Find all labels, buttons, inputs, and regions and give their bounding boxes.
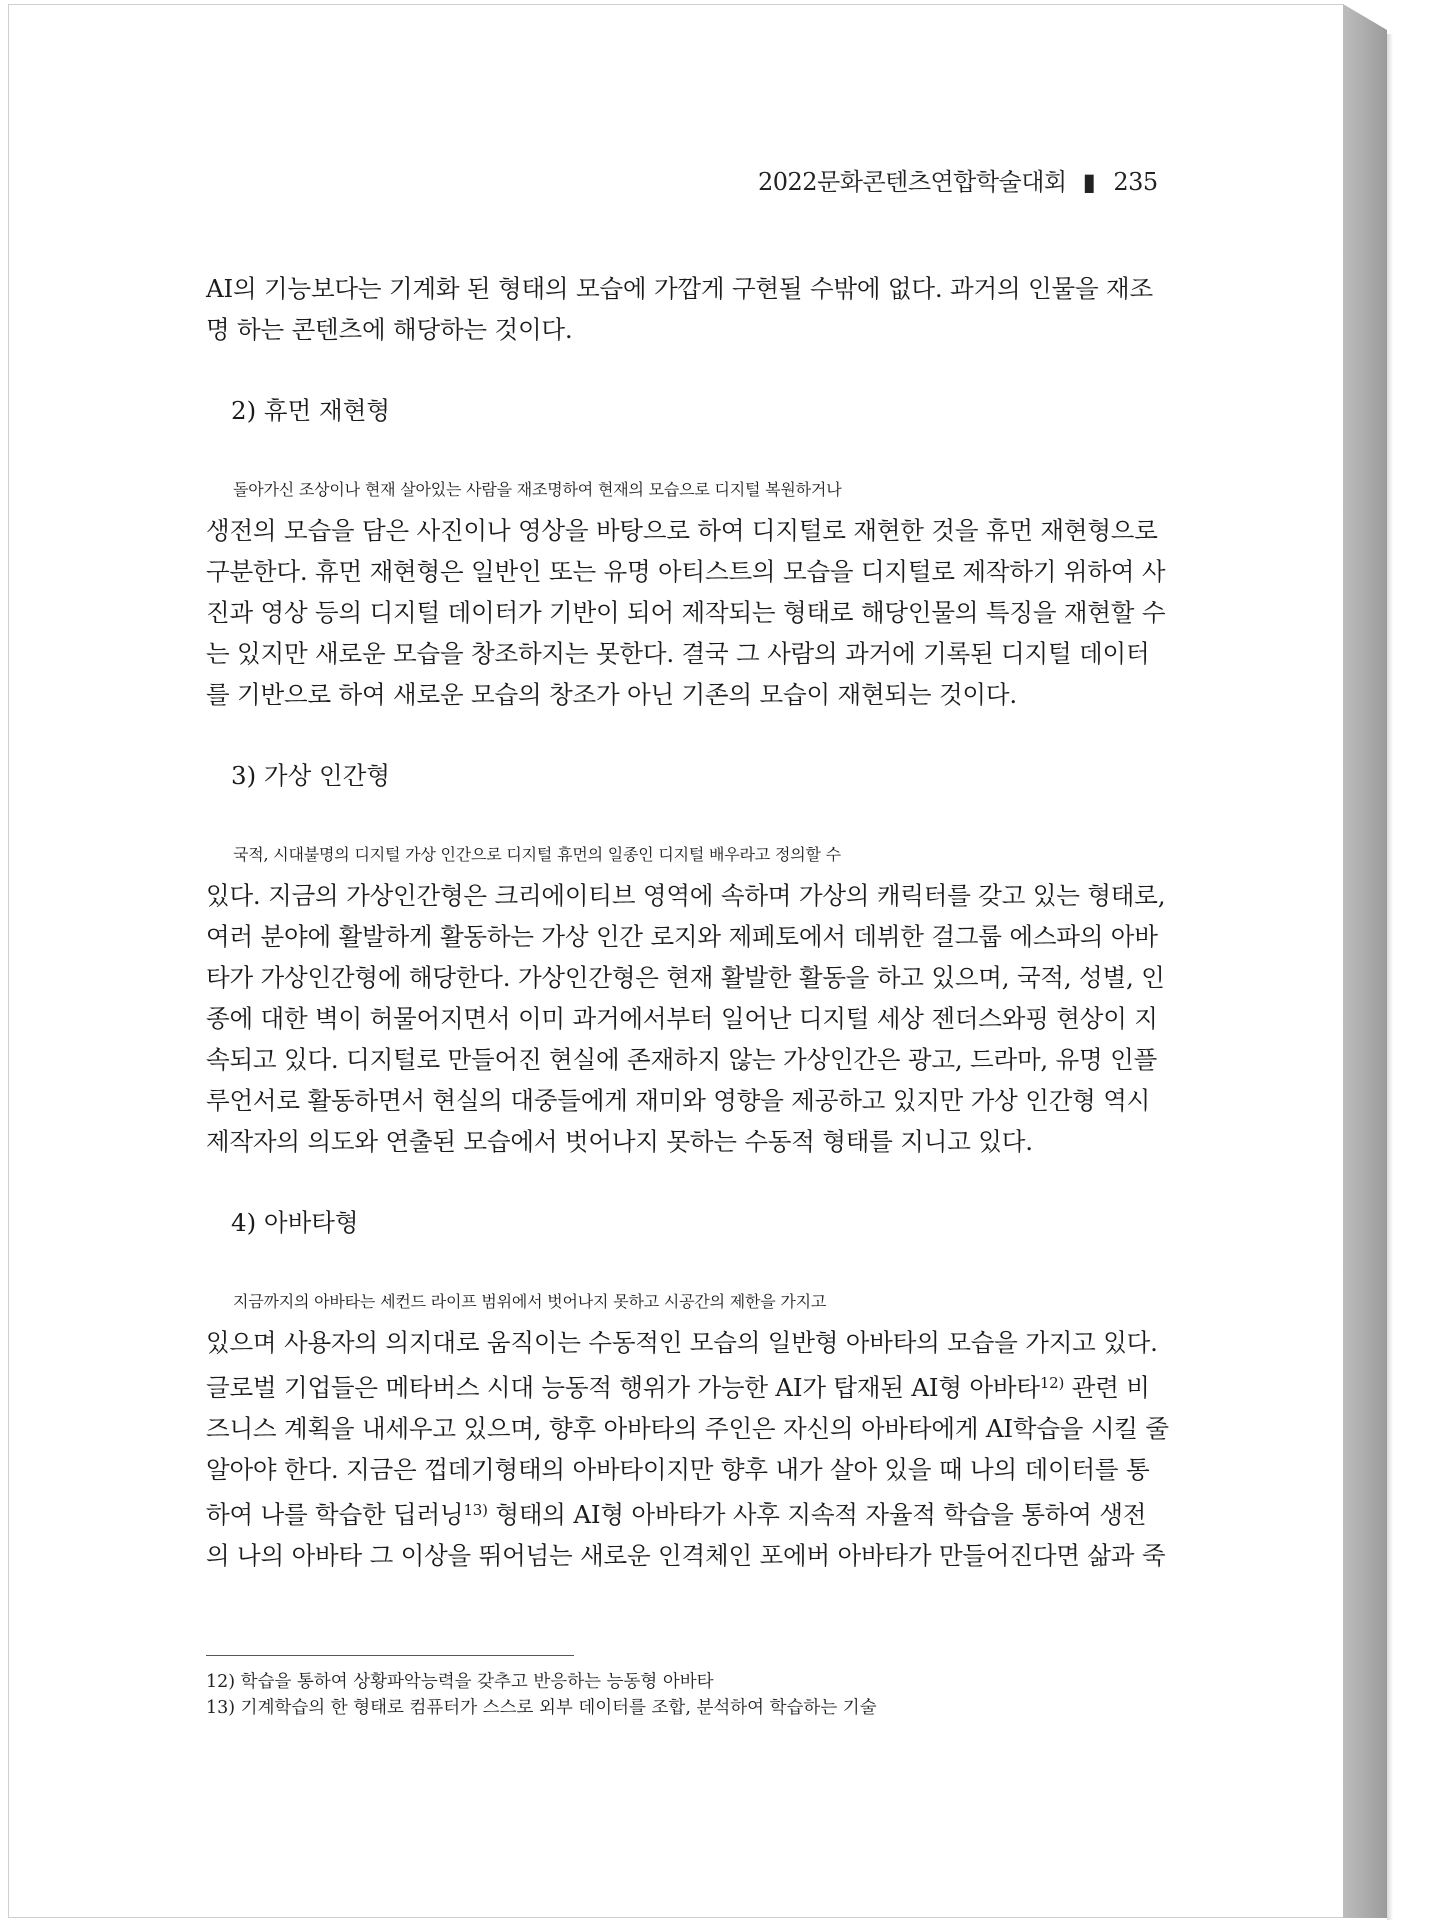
- text-line: 종에 대한 벽이 허물어지면서 이미 과거에서부터 일어난 디지털 세상 젠더스와핑 현상이 지: [206, 1004, 1158, 1033]
- intro-paragraph: [206, 268, 1172, 350]
- text-line: 여러 분야에 활발하게 활동하는 가상 인간 로지와 제페토에서 데뷔한 걸그룹 에스파의 아바: [206, 922, 1158, 951]
- text-line: AI의 기능보다는 기계화 된 형태의 모습에 가깝게 구현될 수밖에 없다. 과거의 인물을 재조: [206, 274, 1153, 303]
- section-heading-4: 4) 아바타형: [231, 1208, 359, 1237]
- text-line: 지금까지의 아바타는 세컨드 라이프 범위에서 벗어나지 못하고 시공간의 제한을 가지고: [233, 1292, 827, 1311]
- footnote-12: 12) 학습을 통하여 상황파악능력을 갖추고 반응하는 능동형 아바타: [206, 1672, 714, 1692]
- text-line: 국적, 시대불명의 디지털 가상 인간으로 디지털 휴먼의 일종인 디지털 배우라고 정의할 수: [233, 845, 841, 864]
- text-line: 타가 가상인간형에 해당한다. 가상인간형은 현재 활발한 활동을 하고 있으며, 국적, 성별, 인: [206, 963, 1165, 992]
- text-line: [206, 1490, 1172, 1535]
- text-line: 루언서로 활동하면서 현실의 대중들에게 재미와 영향을 제공하고 있지만 가상 인간형 역시: [206, 1086, 1151, 1115]
- text-line: [206, 1363, 1172, 1408]
- footnote-ref-13[interactable]: 13): [463, 1501, 488, 1519]
- text-line: 진과 영상 등의 디지털 데이터가 기반이 되어 제작되는 형태로 해당인물의 특징을 재현할 수: [206, 598, 1166, 627]
- page-number: 235: [1113, 168, 1158, 196]
- text-line: 는 있지만 새로운 모습을 창조하지는 못한다. 결국 그 사람의 과거에 기록된 디지털 데이터: [206, 639, 1150, 668]
- running-header: [758, 162, 1158, 197]
- text-line: 의 나의 아바타 그 이상을 뛰어넘는 새로운 인격체인 포에버 아바타가 만들어진다면 삶과 죽: [206, 1541, 1166, 1570]
- text-line: 있으며 사용자의 의지대로 움직이는 수동적인 모습의 일반형 아바타의 모습을 가지고 있다.: [206, 1328, 1158, 1357]
- page-stack-edge: [1343, 4, 1387, 1918]
- footnotes: [206, 1669, 877, 1721]
- text-line: 명 하는 콘텐츠에 해당하는 것이다.: [206, 315, 573, 344]
- text-line: 제작자의 의도와 연출된 모습에서 벗어나지 못하는 수동적 형태를 지니고 있다.: [206, 1127, 1033, 1156]
- text-fragment: 관련 비: [1064, 1373, 1150, 1402]
- header-title: 2022문화콘텐츠연합학술대회: [758, 168, 1067, 196]
- text-fragment: 하여 나를 학습한 딥러닝: [206, 1500, 464, 1529]
- text-line: 돌아가신 조상이나 현재 살아있는 사람을 재조명하여 현재의 모습으로 디지털 복원하거나: [233, 480, 842, 499]
- section-heading-2: 2) 휴먼 재현형: [231, 396, 391, 425]
- text-line: 속되고 있다. 디지털로 만들어진 현실에 존재하지 않는 가상인간은 광고, 드라마, 유명 인플: [206, 1045, 1158, 1074]
- footnote-13: 13) 기계학습의 한 형태로 컴퓨터가 스스로 외부 데이터를 조합, 분석하여 학습하는 기술: [206, 1698, 877, 1718]
- footnote-divider: [206, 1655, 574, 1656]
- text-line: 알아야 한다. 지금은 껍데기형태의 아바타이지만 향후 내가 살아 있을 때 나의 데이터를 통: [206, 1455, 1150, 1484]
- text-fragment: 형태의 AI형 아바타가 사후 지속적 자율적 학습을 통하여 생전: [487, 1500, 1147, 1529]
- text-line: 를 기반으로 하여 새로운 모습의 창조가 아닌 기존의 모습이 재현되는 것이다.: [206, 680, 1017, 709]
- text-fragment: 글로벌 기업들은 메타버스 시대 능동적 행위가 가능한 AI가 탑재된 AI형 아바타: [206, 1373, 1040, 1402]
- section-3-paragraph: [206, 834, 1172, 1162]
- footnote-ref-12[interactable]: 12): [1039, 1374, 1065, 1392]
- page-body: [206, 268, 1172, 1576]
- page-edge-shadow: [1387, 34, 1393, 1920]
- header-separator: ▮: [1082, 167, 1096, 196]
- text-line: 생전의 모습을 담은 사진이나 영상을 바탕으로 하여 디지털로 재현한 것을 휴먼 재현형으로: [206, 516, 1158, 545]
- text-line: 즈니스 계획을 내세우고 있으며, 향후 아바타의 주인은 자신의 아바타에게 AI학습을 시킬 줄: [206, 1414, 1169, 1443]
- text-line: 있다. 지금의 가상인간형은 크리에이티브 영역에 속하며 가상의 캐릭터를 갖고 있는 형태로,: [206, 881, 1166, 910]
- text-line: 구분한다. 휴먼 재현형은 일반인 또는 유명 아티스트의 모습을 디지털로 제작하기 위하여 사: [206, 557, 1166, 586]
- section-heading-3: 3) 가상 인간형: [231, 761, 391, 790]
- section-4-paragraph: [206, 1281, 1172, 1576]
- section-2-paragraph: [206, 469, 1172, 715]
